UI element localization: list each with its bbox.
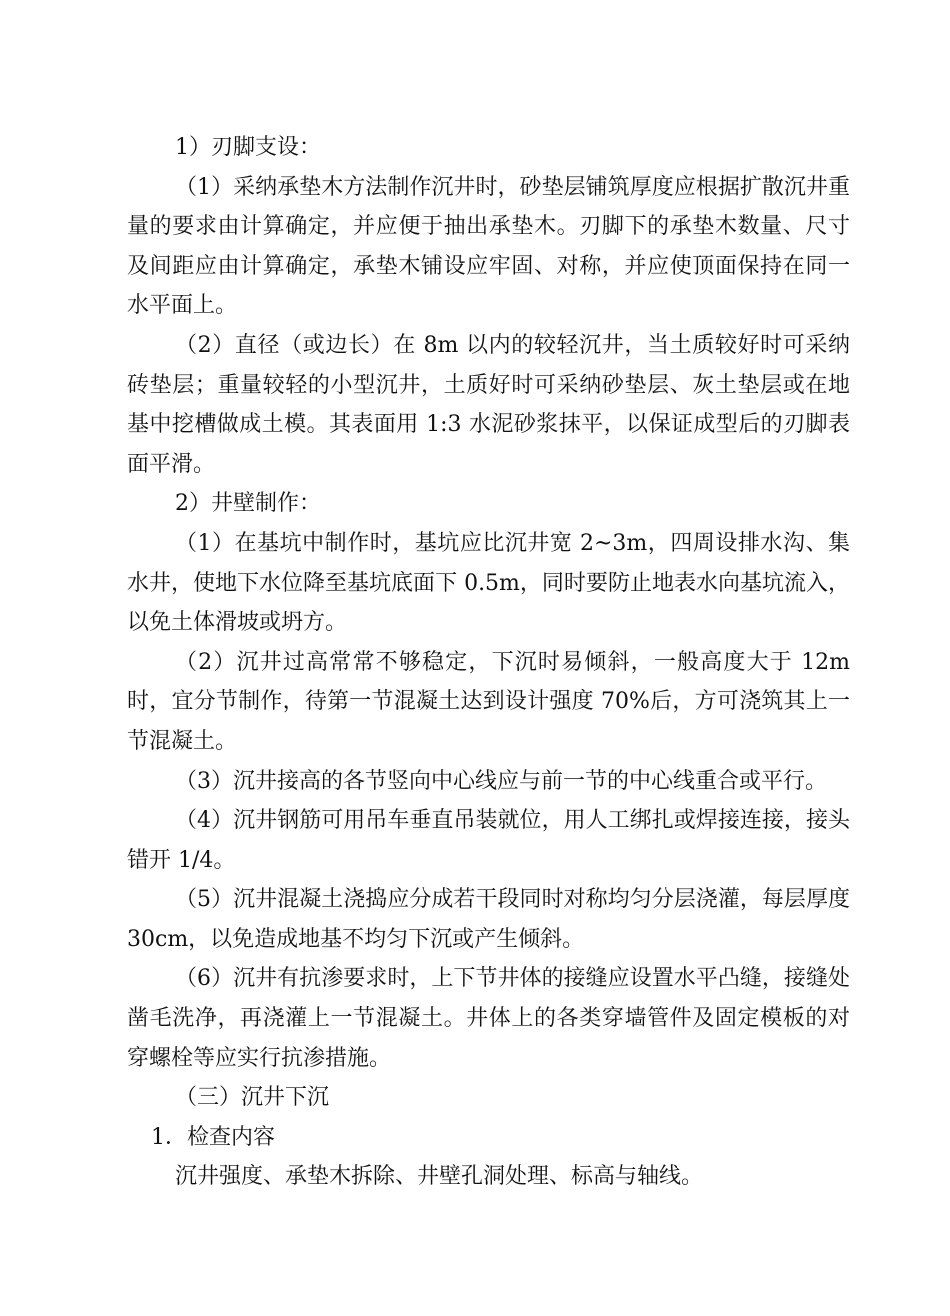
section-heading-sinking: （三）沉井下沉 bbox=[175, 1085, 330, 1111]
document-body bbox=[127, 128, 850, 1197]
paragraph-inspection-items: 沉井强度、承垫木拆除、井壁孔洞处理、标高与轴线。 bbox=[175, 1164, 704, 1190]
paragraph-wall-construction-2: （2）沉井过高常常不够稳定，下沉时易倾斜，一般高度大于 12m 时，宜分节制作，待第一节混凝土达到设计强度 70%后，方可浇筑其上一节混凝土。 bbox=[127, 649, 850, 754]
subsection-heading-wall-construction: 2）井壁制作： bbox=[175, 491, 321, 517]
paragraph-wall-construction-3: （3）沉井接高的各节竖向中心线应与前一节的中心线重合或平行。 bbox=[175, 768, 827, 794]
paragraph-blade-support-2: （2）直径（或边长）在 8m 以内的较轻沉井，当土质较好时可采纳砖垫层；重量较轻的小型沉井，土质好时可采纳砂垫层、灰土垫层或在地基中挖槽做成土模。其表面用 1:3 水泥砂浆抹平，以保证成型后的刃脚表面平滑。 bbox=[127, 332, 850, 477]
paragraph-wall-construction-4: （4）沉井钢筋可用吊车垂直吊装就位，用人工绑扎或焊接连接，接头错开 1/4。 bbox=[127, 808, 850, 873]
paragraph-wall-construction-1: （1）在基坑中制作时，基坑应比沉井宽 2~3m，四周设排水沟、集水井，使地下水位降至基坑底面下 0.5m，同时要防止地表水向基坑流入，以免土体滑坡或坍方。 bbox=[127, 530, 850, 636]
paragraph-wall-construction-6: （6）沉井有抗渗要求时，上下节井体的接缝应设置水平凸缝，接缝处凿毛洗净，再浇灌上一节混凝土。井体上的各类穿墙管件及固定模板的对穿螺栓等应实行抗渗措施。 bbox=[127, 966, 850, 1071]
heading-inspection-content: 1．检查内容 bbox=[151, 1124, 275, 1150]
subsection-heading-blade-support: 1）刃脚支设： bbox=[175, 135, 321, 160]
paragraph-wall-construction-5: （5）沉井混凝土浇捣应分成若干段同时对称均匀分层浇灌，每层厚度 30cm，以免造成地基不均匀下沉或产生倾斜。 bbox=[127, 887, 850, 952]
paragraph-blade-support-1: （1）采纳承垫木方法制作沉井时，砂垫层铺筑厚度应根据扩散沉井重量的要求由计算确定，并应便于抽出承垫木。刃脚下的承垫木数量、尺寸及间距应由计算确定，承垫木铺设应牢固、对称，并应使顶面保持在同一水平面上。 bbox=[127, 174, 850, 319]
